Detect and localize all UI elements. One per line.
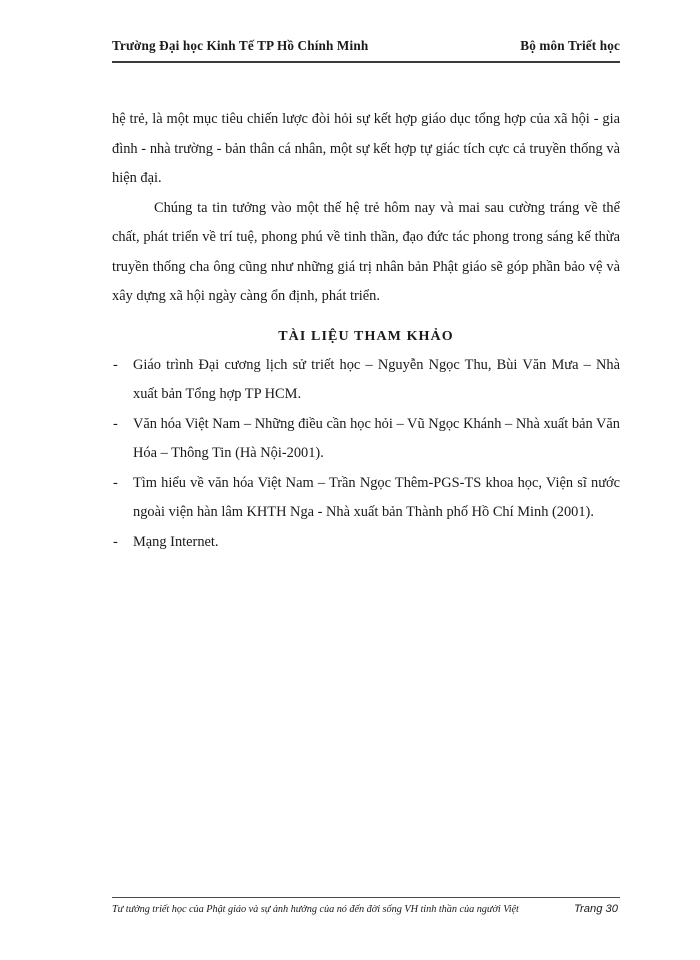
reference-text: Giáo trình Đại cương lịch sử triết học – Nguyễn Ngọc Thu, Bùi Văn Mưa – Nhà xuất bản Tổng hợp TP HCM. (133, 356, 620, 402)
body-paragraph: hệ trẻ, là một mục tiêu chiến lược đòi hỏi sự kết hợp giáo dục tổng hợp của xã hội - gia đình - nhà trường - bản thân cá nhân, một sự kết hợp tự giác tích cực cả truyền thống và hiện đại. (112, 111, 620, 186)
reference-text: Mạng Internet. (133, 533, 219, 550)
bullet-dash: - (113, 474, 118, 491)
footer-divider (112, 897, 620, 898)
list-item (112, 410, 620, 469)
header-institution: Trường Đại học Kinh Tế TP Hồ Chính Minh (112, 38, 369, 53)
references-list (112, 351, 620, 558)
reference-text: Văn hóa Việt Nam – Những điều cần học hỏi – Vũ Ngọc Khánh – Nhà xuất bản Văn Hóa – Thông Tin (Hà Nội-2001). (133, 415, 620, 461)
footer-title: Tư tưởng triết học của Phật giáo và sự ảnh hưởng của nó đến đời sống VH tinh thần của người Việt (112, 904, 519, 915)
references-heading: TÀI LIỆU THAM KHẢO (278, 328, 454, 344)
page-content (112, 105, 620, 557)
header-department: Bộ môn Triết học (520, 38, 620, 53)
list-item (112, 351, 620, 410)
bullet-dash: - (113, 533, 118, 550)
header-divider (112, 61, 620, 63)
body-paragraph: Chúng ta tin tưởng vào một thế hệ trẻ hôm nay và mai sau cường tráng về thể chất, phát triển về trí tuệ, phong phú về tinh thần, đạo đức tác phong trong sáng kế thừa truyền thống cha ông cũng như những giá trị nhân bản Phật giáo sẽ góp phần bảo vệ và xây dựng xã hội ngày càng ổn định, phát triển. (112, 199, 620, 304)
list-item (112, 528, 620, 558)
reference-text: Tìm hiểu về văn hóa Việt Nam – Trần Ngọc Thêm-PGS-TS khoa học, Viện sĩ nước ngoài viện hàn lâm KHTH Nga - Nhà xuất bản Thành phố Hồ Chí Minh (2001). (133, 474, 620, 520)
bullet-dash: - (113, 356, 118, 373)
list-item (112, 469, 620, 528)
bullet-dash: - (113, 415, 118, 432)
page-number: Trang 30 (574, 903, 618, 915)
page-header (112, 38, 620, 54)
page-footer (112, 903, 620, 915)
